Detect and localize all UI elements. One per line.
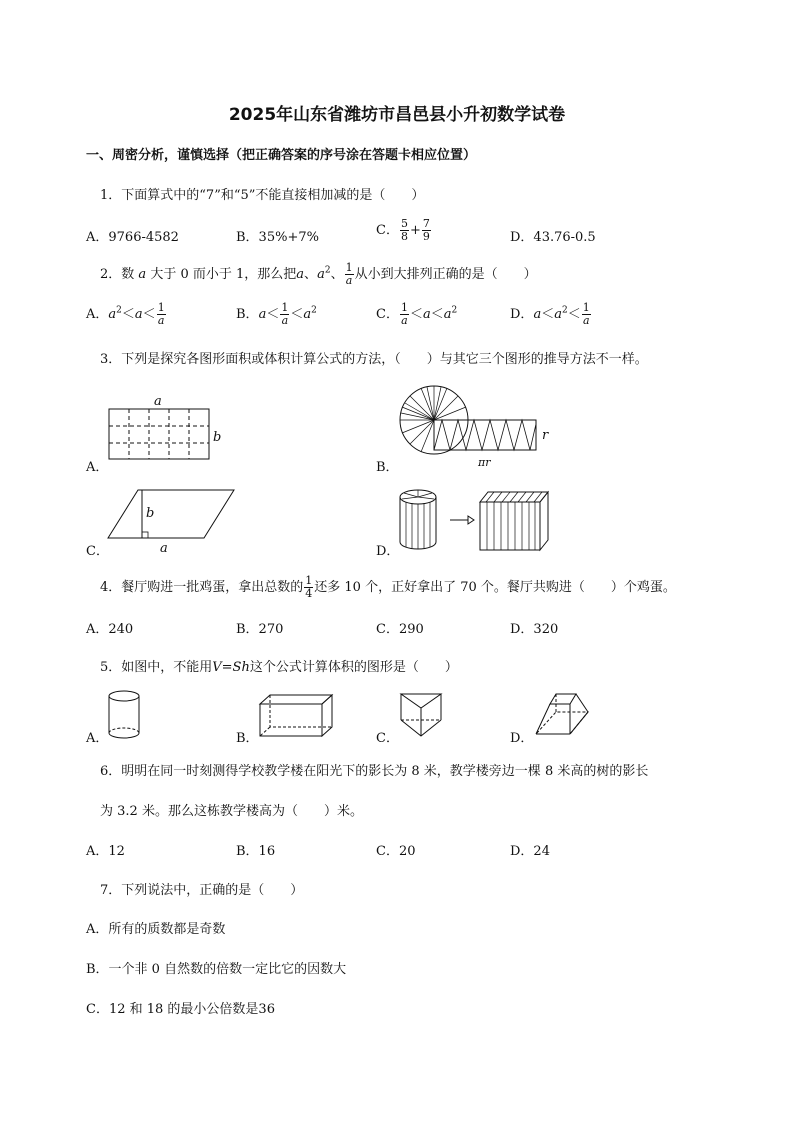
denominator: a [401, 314, 408, 327]
fraction [304, 575, 313, 600]
var-a: a [134, 307, 143, 322]
numerator: 1 [345, 261, 353, 274]
lt: ＜ [541, 307, 555, 322]
q2-option-b[interactable] [236, 302, 317, 327]
var-a: a [258, 307, 267, 322]
var-a: a [108, 307, 117, 322]
stem-part: 从小到大排列正确的是（ ） [354, 267, 537, 282]
stem-part: 4．餐厅购进一批鸡蛋，拿出总数的 [100, 580, 304, 595]
exponent: 2 [561, 305, 568, 316]
question-2-stem [100, 262, 537, 287]
exponent: 2 [116, 305, 122, 316]
q5-figure-c-triangular-prism [400, 692, 444, 742]
q3-option-a[interactable]: A． [86, 460, 109, 475]
denominator: 4 [305, 587, 313, 600]
numerator: 1 [157, 301, 165, 314]
stem-part: 这个公式计算体积的图形是（ ） [249, 660, 458, 675]
fraction [345, 262, 354, 287]
q1-option-d[interactable]: D．43.76-0.5 [510, 230, 596, 245]
option-label: D． [510, 307, 534, 322]
stem-part: 还多 10 个，正好拿出了 70 个。餐厅共购进（ ）个鸡蛋。 [314, 580, 676, 595]
q2-option-a[interactable] [86, 302, 167, 327]
q3-fig-a-label-top: a [154, 394, 162, 409]
q1-option-a[interactable]: A．9766-4582 [86, 230, 179, 245]
q3-option-b[interactable]: B． [376, 460, 399, 475]
q6-option-b[interactable]: B．16 [236, 844, 276, 859]
numerator: 1 [582, 301, 590, 314]
q1-option-b[interactable]: B．35%+7% [236, 230, 319, 245]
var-a: a [533, 307, 542, 322]
q3-fig-c-label-base: a [160, 541, 168, 556]
lt: ＜ [290, 307, 304, 322]
stem-part: 5．如图中，不能用 [100, 660, 213, 675]
q6-option-a[interactable]: A．12 [86, 844, 125, 859]
question-6-line-1: 6．明明在同一时刻测得学校教学楼在阳光下的影长为 8 米，教学楼旁边一棵 8 米高的树的影长 [100, 764, 649, 779]
numerator: 5 [400, 217, 408, 230]
var-a: a [443, 307, 452, 322]
var-a: a [303, 307, 312, 322]
question-5-stem [100, 656, 458, 675]
q7-option-a[interactable]: A．所有的质数都是奇数 [86, 922, 226, 937]
page-title: 2025年山东省潍坊市昌邑县小升初数学试卷 [228, 105, 566, 125]
q5-option-b[interactable]: B． [236, 731, 259, 746]
option-label: B． [236, 307, 259, 322]
stem-part: 、 [304, 267, 318, 282]
q3-figure-b-circle-to-rectangle [398, 384, 548, 459]
var-a: a [422, 307, 431, 322]
denominator: a [345, 274, 353, 287]
exponent: 2 [324, 265, 331, 276]
numerator: 1 [305, 574, 313, 587]
exponent: 2 [451, 305, 458, 316]
fraction [582, 302, 591, 327]
numerator: 1 [281, 301, 289, 314]
fraction [400, 218, 409, 243]
numerator: 1 [400, 301, 408, 314]
q5-figure-a-cylinder [108, 690, 144, 742]
question-4-stem [100, 575, 676, 600]
lt: ＜ [266, 307, 280, 322]
q3-figure-a-grid-rectangle [108, 395, 218, 465]
lt: ＜ [430, 307, 444, 322]
q7-option-b[interactable]: B．一个非 0 自然数的倍数一定比它的因数大 [86, 962, 347, 977]
numerator: 7 [422, 217, 430, 230]
var-a: a [317, 267, 325, 282]
q3-figure-c-parallelogram [108, 488, 238, 543]
lt: ＜ [567, 307, 581, 322]
stem-part: 、 [330, 267, 344, 282]
q5-option-d[interactable]: D． [510, 731, 534, 746]
q3-option-c[interactable]: C． [86, 544, 109, 559]
q2-option-d[interactable] [510, 302, 592, 327]
lt: ＜ [121, 307, 135, 322]
denominator: a [281, 314, 289, 327]
denominator: a [582, 314, 590, 327]
q3-figure-d-cylinder-to-prism [398, 488, 558, 553]
operator: + [409, 223, 421, 238]
q5-figure-d-frustum [534, 692, 590, 740]
q4-option-b[interactable]: B．270 [236, 622, 284, 637]
question-7-stem: 7．下列说法中，正确的是（ ） [100, 883, 304, 898]
fraction [400, 302, 409, 327]
q6-option-d[interactable]: D．24 [510, 844, 550, 859]
fraction [157, 302, 166, 327]
denominator: a [157, 314, 165, 327]
lt: ＜ [409, 307, 423, 322]
q4-option-d[interactable]: D．320 [510, 622, 559, 637]
q3-fig-b-label-pir: πr [478, 456, 491, 469]
option-label: C． [376, 223, 399, 238]
q5-option-a[interactable]: A． [86, 731, 109, 746]
var-a: a [296, 267, 305, 282]
q6-option-c[interactable]: C．20 [376, 844, 416, 859]
q4-option-c[interactable]: C．290 [376, 622, 424, 637]
q3-option-d[interactable]: D． [376, 544, 400, 559]
q5-figure-b-cuboid [259, 694, 334, 740]
exponent: 2 [311, 305, 317, 316]
option-label: C． [376, 307, 399, 322]
option-label: A． [86, 307, 109, 322]
fraction [422, 218, 431, 243]
question-3-stem: 3．下列是探究各图形面积或体积计算公式的方法，（ ）与其它三个图形的推导方法不一样。 [100, 352, 648, 367]
q3-fig-a-label-side: b [213, 430, 222, 445]
question-1-stem: 1．下面算式中的“7”和“5”不能直接相加减的是（ ） [100, 188, 425, 203]
q3-fig-c-label-h: b [146, 506, 155, 521]
lt: ＜ [142, 307, 156, 322]
q7-option-c[interactable]: C．12 和 18 的最小公倍数是36 [86, 1002, 275, 1017]
stem-part: 大于 0 而小于 1，那么把 [150, 267, 297, 282]
q2-option-c[interactable] [376, 302, 457, 327]
fraction [280, 302, 289, 327]
denominator: 8 [400, 230, 408, 243]
q3-fig-b-label-r: r [542, 428, 549, 443]
var-a: a [554, 307, 562, 322]
question-6-line-2: 为 3.2 米。那么这栋教学楼高为（ ）米。 [100, 804, 363, 819]
stem-part: 2．数 [100, 267, 135, 282]
denominator: 9 [422, 230, 430, 243]
q1-option-c[interactable] [376, 218, 432, 243]
formula: V=Sh [212, 660, 250, 675]
section-heading: 一、周密分析，谨慎选择（把正确答案的序号涂在答题卡相应位置） [86, 148, 477, 163]
q4-option-a[interactable]: A．240 [86, 622, 134, 637]
q5-option-c[interactable]: C． [376, 731, 399, 746]
var-a: a [138, 267, 147, 282]
